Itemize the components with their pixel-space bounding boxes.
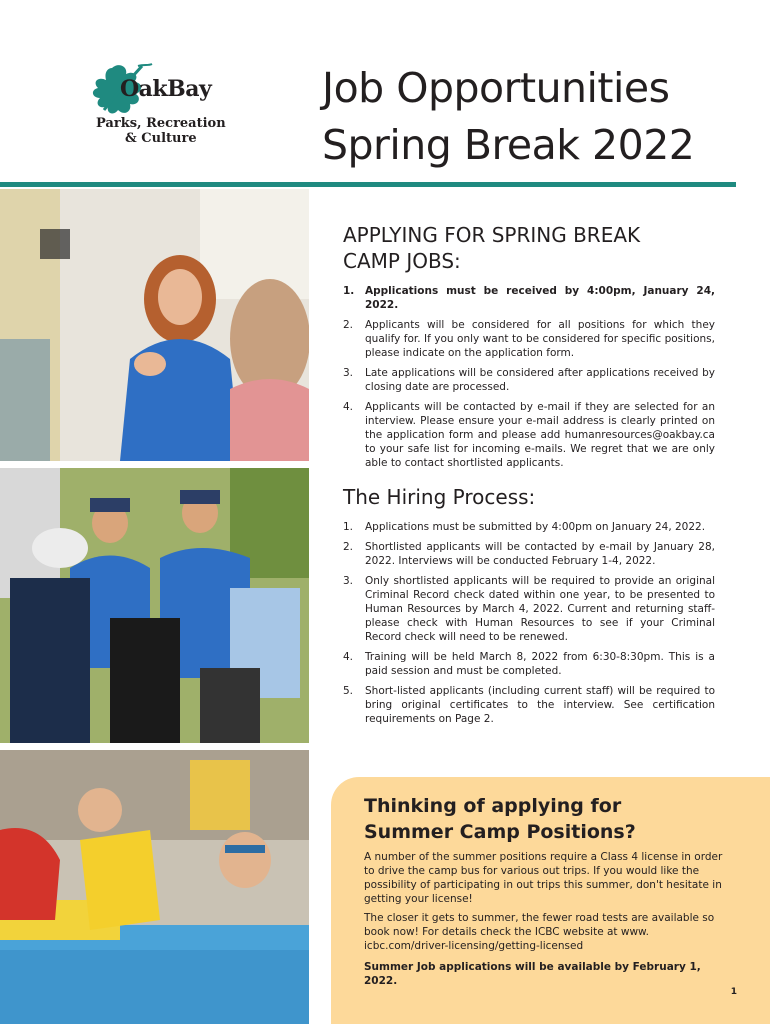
photo-camp-leader bbox=[0, 189, 309, 461]
hiring-list bbox=[343, 520, 715, 726]
list-item bbox=[343, 284, 715, 312]
item-text: Applicants will be considered for all positions for which they qualify for. If you only want to be considered for specific positions, please indicate on the application form. bbox=[365, 319, 715, 359]
logo-sub-line1: Parks, Recreation bbox=[96, 116, 226, 131]
callout-paragraph-license: A number of the summer positions require a Class 4 license in order to drive the camp bus for various out trips. If you would like the possibility of participating in out trips this summer, don't hesitate in getting your license! bbox=[364, 851, 723, 905]
item-text: Late applications will be considered after applications received by closing date are processed. bbox=[365, 367, 715, 393]
callout-heading-line1: Thinking of applying for bbox=[364, 795, 622, 817]
list-item bbox=[343, 520, 715, 534]
list-item bbox=[343, 684, 715, 726]
item-number: 3. bbox=[343, 575, 354, 587]
logo-subtitle bbox=[96, 116, 226, 146]
title-line2: Spring Break 2022 bbox=[322, 121, 695, 169]
list-item bbox=[343, 400, 715, 470]
item-text: Applicants will be contacted by e-mail if they are selected for an interview. Please ensure your e-mail address is clearly printed on the application form and please add humanresources@oakbay.ca to your safe list for incoming e-mails. We regret that we are only able to contact shortlisted applicants. bbox=[365, 401, 715, 469]
list-item bbox=[343, 318, 715, 360]
logo-sub-line2: & Culture bbox=[125, 131, 197, 146]
logo-brand-text: OakBay bbox=[120, 76, 212, 102]
title-line1: Job Opportunities bbox=[322, 64, 670, 112]
section-applying-heading-line1: APPLYING FOR SPRING BREAK bbox=[343, 223, 641, 247]
section-hiring-process bbox=[343, 484, 715, 732]
item-text: Applications must be submitted by 4:00pm on January 24, 2022. bbox=[365, 521, 706, 533]
callout-heading-line2: Summer Camp Positions? bbox=[364, 821, 636, 843]
header-divider bbox=[0, 182, 736, 187]
list-item bbox=[343, 574, 715, 644]
item-number: 4. bbox=[343, 401, 354, 413]
callout-heading bbox=[364, 793, 704, 845]
item-text: Applications must be received by 4:00pm, January 24, 2022. bbox=[365, 285, 715, 311]
summer-camp-callout bbox=[331, 777, 770, 1024]
item-number: 1. bbox=[343, 521, 354, 533]
page-number: 1 bbox=[730, 987, 737, 997]
list-item bbox=[343, 540, 715, 568]
item-number: 2. bbox=[343, 319, 354, 331]
item-number: 1. bbox=[343, 285, 355, 297]
photo-campers-group bbox=[0, 468, 309, 743]
list-item bbox=[343, 650, 715, 678]
list-item bbox=[343, 366, 715, 394]
callout-paragraph-road-tests: The closer it gets to summer, the fewer road tests are available so book now! For details check the ICBC website at www. icbc.com/driver-licensing/getting-licensed bbox=[364, 912, 715, 952]
item-text: Shortlisted applicants will be contacted by e-mail by January 28, 2022. Interviews will be conducted February 1-4, 2022. bbox=[365, 541, 715, 567]
applying-list bbox=[343, 284, 715, 470]
section-applying-heading-line2: CAMP JOBS: bbox=[343, 249, 461, 273]
item-number: 5. bbox=[343, 685, 354, 697]
item-text: Training will be held March 8, 2022 from 6:30-8:30pm. This is a paid session and must be completed. bbox=[365, 651, 715, 677]
oakbay-logo bbox=[82, 62, 232, 152]
section-applying-heading bbox=[343, 222, 715, 274]
item-text: Short-listed applicants (including current staff) will be required to bring original certificates to the interview. See certification requirements on Page 2. bbox=[365, 685, 715, 725]
section-applying bbox=[343, 222, 715, 476]
section-hiring-heading: The Hiring Process: bbox=[343, 485, 536, 509]
item-text: Only shortlisted applicants will be required to provide an original Criminal Record check dated within one year, to be presented to Human Resources by March 4, 2022. Current and returning staff- please check with Human Resources to see if your Criminal Record check will need to be renewed. bbox=[365, 575, 715, 643]
page-title bbox=[322, 60, 694, 174]
item-number: 2. bbox=[343, 541, 354, 553]
item-number: 3. bbox=[343, 367, 354, 379]
item-number: 4. bbox=[343, 651, 354, 663]
callout-paragraph-availability: Summer Job applications will be available by February 1, 2022. bbox=[364, 961, 701, 987]
photo-pool-swimming bbox=[0, 750, 309, 1024]
